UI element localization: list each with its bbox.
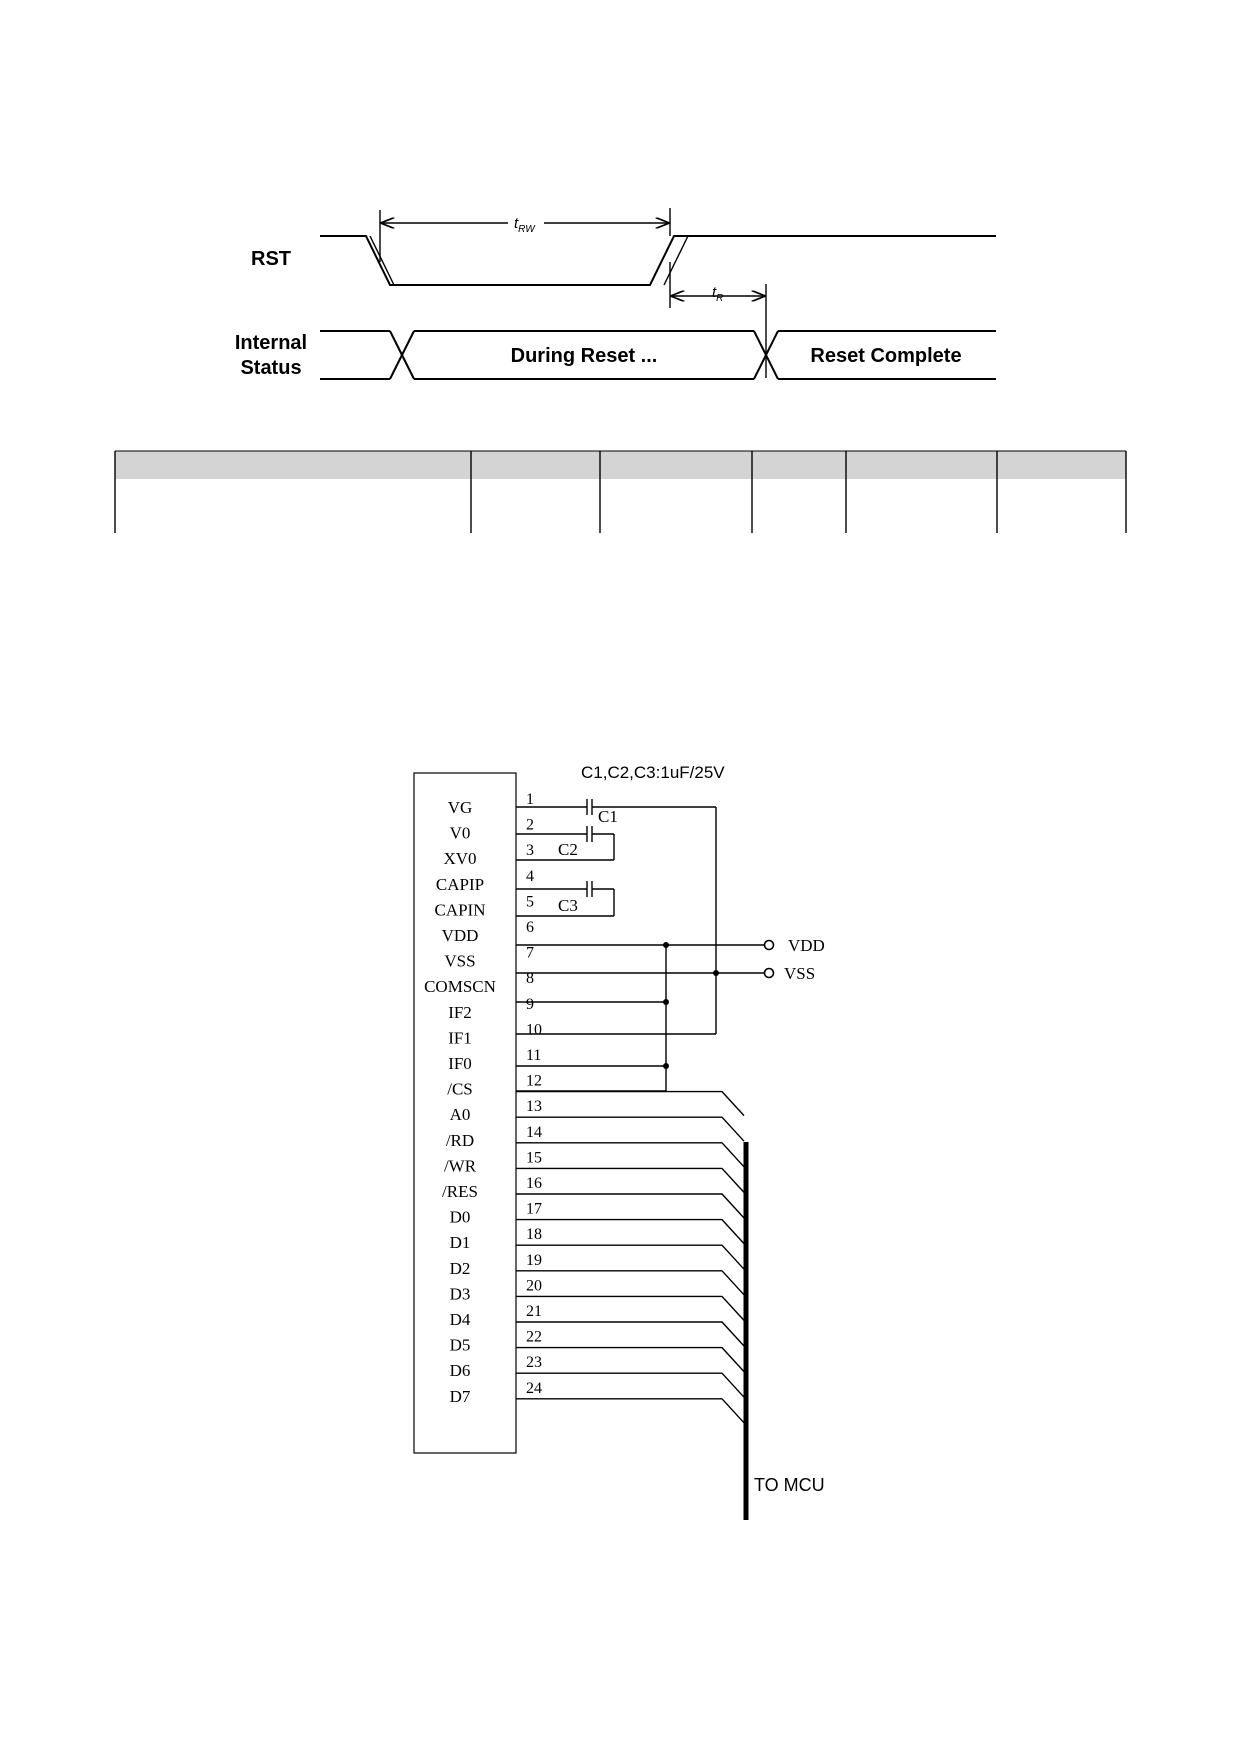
- pin-group: [424, 791, 542, 1406]
- vss-terminal: [765, 969, 774, 978]
- pin-number-label: 1: [526, 791, 534, 808]
- bus-line: [516, 1296, 744, 1320]
- pin-number-label: 6: [526, 919, 534, 936]
- pin-name-label: D0: [449, 1207, 471, 1227]
- pin-number-label: 19: [526, 1251, 542, 1269]
- internal-status-label-1: Internal: [234, 332, 308, 354]
- pin-name-label: /CS: [447, 1079, 473, 1099]
- pin-name-label: VDD: [441, 926, 479, 945]
- pin-number-label: 14: [526, 1123, 542, 1141]
- pin-name-label: /RES: [442, 1182, 478, 1201]
- bus-line: [516, 1399, 744, 1423]
- pin-name-label: IF2: [448, 1002, 472, 1022]
- pin-name-label: IF0: [448, 1054, 472, 1073]
- pin-number-label: 18: [526, 1226, 542, 1244]
- pin-number-label: 5: [526, 893, 534, 911]
- t-rw-symbol: $t_{RW}$: [514, 215, 535, 235]
- vdd-terminal: [765, 941, 774, 950]
- pin-number-label: 22: [526, 1328, 542, 1346]
- bus-line: [516, 1245, 744, 1269]
- pin-name-label: D6: [449, 1361, 471, 1381]
- pin-name-label: IF1: [448, 1028, 472, 1048]
- pin-number-label: 24: [526, 1379, 542, 1397]
- pin-name-label: V0: [449, 823, 471, 843]
- pin-name-label: VSS: [444, 951, 476, 971]
- pin-number-label: 13: [526, 1098, 542, 1116]
- during-reset-label: During Reset ...: [510, 345, 658, 367]
- mcu-bus-lines: [516, 1092, 744, 1423]
- pin-name-label: /RD: [445, 1130, 475, 1150]
- capacitor-spec-note: C1,C2,C3:1uF/25V: [581, 763, 725, 782]
- vss-terminal-label: VSS: [784, 964, 816, 983]
- application-circuit-schematic: [414, 763, 825, 1520]
- pin-name-label: A0: [449, 1105, 471, 1125]
- pin-number-label: 11: [526, 1047, 542, 1064]
- pin-number-label: 15: [526, 1149, 542, 1167]
- vdd-net: [516, 936, 825, 1091]
- pin-number-label: 4: [526, 867, 534, 885]
- pin-name-label: D2: [449, 1258, 471, 1278]
- pin-name-label: D7: [449, 1386, 471, 1406]
- pin-number-label: 23: [526, 1354, 542, 1372]
- pin-number-label: 12: [526, 1072, 542, 1090]
- rst-rising-shadow: [664, 236, 688, 285]
- pin-name-label: COMSCN: [424, 977, 496, 997]
- bus-line: [516, 1143, 744, 1167]
- c1-label: C1: [598, 807, 618, 826]
- pin-number-label: 3: [526, 842, 534, 860]
- pin-name-label: D5: [449, 1335, 471, 1355]
- pin-number-label: 21: [526, 1303, 542, 1320]
- bus-line: [516, 1220, 744, 1244]
- bus-line: [516, 1168, 744, 1192]
- rst-falling-shadow: [370, 236, 394, 285]
- bus-line: [516, 1271, 744, 1295]
- bus-line: [516, 1322, 744, 1346]
- reset-timing-diagram: [235, 208, 996, 379]
- to-mcu-label: TO MCU: [754, 1475, 825, 1495]
- pin-name-label: /WR: [443, 1156, 477, 1176]
- pin-number-label: 17: [526, 1200, 542, 1218]
- pin-name-label: VG: [447, 798, 473, 817]
- pin-number-label: 20: [526, 1277, 542, 1295]
- reset-complete-label: Reset Complete: [810, 345, 962, 367]
- pin-name-label: XV0: [443, 849, 477, 869]
- pin-number-label: 2: [526, 816, 534, 834]
- bus-line: [516, 1348, 744, 1372]
- pin-number-label: 7: [526, 944, 534, 962]
- pin-name-label: D4: [449, 1310, 471, 1329]
- c3-label: C3: [558, 896, 578, 915]
- pin-name-label: CAPIP: [435, 874, 485, 894]
- table-header-row: [115, 451, 1126, 479]
- pin-number-label: 8: [526, 970, 534, 988]
- t-r-symbol: $t_R$: [712, 284, 724, 304]
- pin-name-label: CAPIN: [434, 900, 486, 920]
- pin-number-label: 16: [526, 1175, 542, 1192]
- pin-number-label: 10: [526, 1021, 542, 1039]
- rst-label: RST: [251, 248, 291, 270]
- internal-status-label-2: Status: [240, 357, 302, 379]
- rst-waveform: [320, 236, 996, 285]
- pin-name-label: D1: [449, 1233, 471, 1253]
- bus-line: [516, 1373, 744, 1397]
- bus-line: [516, 1092, 744, 1116]
- bus-line: [516, 1117, 744, 1141]
- vdd-terminal-label: VDD: [788, 936, 825, 955]
- empty-table: [115, 451, 1126, 533]
- pin-name-label: D3: [449, 1284, 471, 1304]
- pin-number-label: 9: [526, 995, 534, 1013]
- c2-label: C2: [558, 840, 578, 859]
- bus-line: [516, 1194, 744, 1218]
